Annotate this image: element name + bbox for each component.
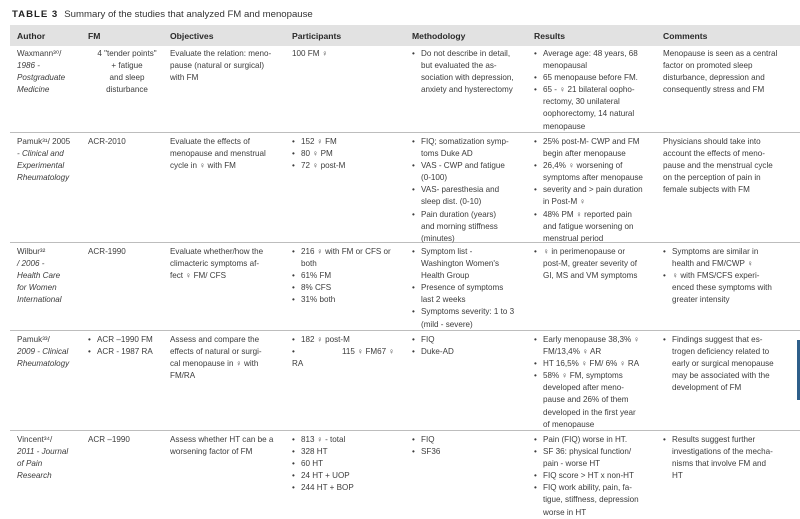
methodology-cell: [412, 334, 530, 358]
cell-line: • 61% FM: [301, 271, 332, 281]
cell-line: • ♀ in perimenopause or: [543, 247, 626, 256]
row-divider: [10, 430, 800, 431]
participants-cell: [292, 434, 408, 494]
cell-line: • 813 ♀ - total: [301, 435, 346, 444]
comments-cell: [663, 48, 800, 96]
header-comments: Comments: [663, 31, 708, 41]
cell-line: effects of natural or surgi-: [170, 347, 262, 357]
participants-cell: [292, 136, 408, 172]
bullet-item: [292, 270, 408, 282]
bullet-item: [88, 346, 166, 358]
cell-line: GI, MS and VM symptoms: [543, 271, 638, 281]
results-cell: [534, 48, 659, 133]
results-cell: [534, 246, 659, 282]
cell-line: • 216 ♀ with FM or CFS or: [301, 247, 391, 256]
bullet-list: [412, 246, 530, 331]
cell-line: International: [17, 295, 62, 305]
cell-line: Experimental: [17, 161, 65, 171]
cell-line: • Duke-AD: [421, 347, 454, 357]
cell-line: Pamuk³¹/ 2005: [17, 137, 71, 146]
bullet-item: [412, 48, 530, 96]
cell-line: • ACR - 1987 RA: [97, 347, 153, 357]
cell-line: • 48% PM ♀ reported pain: [543, 209, 632, 219]
author-cell: [17, 48, 85, 96]
cell-line: • 58% ♀ FM, symptoms: [543, 371, 623, 381]
header-results: Results: [534, 31, 566, 41]
bullet-list: [412, 48, 530, 96]
bullet-item: [292, 346, 408, 358]
cell-line: • FIQ: [421, 435, 435, 444]
bullet-item: [412, 160, 530, 184]
bullet-list: [534, 246, 659, 282]
cell-line: • ♀ with FMS/CFS experi-: [672, 271, 760, 281]
cell-line: Evaluate the relation: meno-: [170, 49, 272, 58]
methodology-cell: [412, 434, 530, 458]
bullet-item: [412, 246, 530, 282]
cell-line: menopause and menstrual: [170, 149, 266, 159]
bullet-item: [534, 334, 659, 358]
cell-line: • Symptoms severity: 1 to 3: [421, 307, 515, 317]
participants-cell: [292, 48, 408, 60]
cell-line: anxiety and hysterectomy: [421, 85, 513, 95]
cell-line: • Symptom list -: [421, 247, 473, 256]
cell-line: • SF 36: physical function/: [543, 447, 632, 457]
cell-line: Health Care: [17, 271, 61, 281]
bullet-item: [292, 136, 408, 148]
bullet-list: [292, 334, 408, 358]
cell-line: developed after meno-: [543, 383, 624, 393]
cell-line: disturbance, depression and: [663, 73, 765, 83]
cell-line: on the perception of pain in: [663, 173, 761, 183]
table-label: TABLE 3: [12, 9, 59, 20]
cell-line: Rheumatology: [17, 173, 70, 183]
bullet-item: [534, 84, 659, 132]
cell-line: • Early menopause 38,3% ♀: [543, 335, 640, 344]
bullet-item: [534, 370, 659, 430]
cell-line: cycle in ♀ with FM: [170, 161, 236, 171]
cell-line: Health Group: [421, 271, 470, 281]
cell-line: Menopause is seen as a central: [663, 49, 778, 58]
cell-line: pause and 26% of them: [543, 395, 629, 405]
cell-line: Vincent³⁴/: [17, 435, 53, 444]
cell-line: and morning stiffness: [421, 221, 498, 231]
cell-line: • FIQ score > HT x non-HT: [543, 471, 634, 481]
bullet-list: [412, 136, 530, 245]
bullet-item: [412, 282, 530, 306]
author-cell: [17, 246, 85, 306]
cell-line: Postgraduate: [17, 73, 66, 83]
cell-line: Assess whether HT can be a: [170, 435, 274, 444]
methodology-cell: [412, 136, 530, 245]
cell-line: enced these symptoms with: [672, 283, 772, 293]
cell-line: tigue, stiffness, depression: [543, 495, 639, 505]
cell-line: 100 FM ♀: [292, 49, 328, 58]
bullet-list: [88, 334, 166, 358]
bullet-item: [412, 209, 530, 245]
bullet-item: [534, 184, 659, 208]
bullet-item: [292, 160, 408, 172]
bullet-list: [534, 48, 659, 133]
bullet-item: [292, 148, 408, 160]
bullet-item: [412, 346, 530, 358]
bullet-item: [534, 446, 659, 470]
cell-line: - Clinical and: [17, 149, 64, 159]
row-divider: [10, 132, 800, 133]
bullet-item: [88, 334, 166, 346]
cell-line: symptoms after menopause: [543, 173, 643, 183]
cell-line: • SF36: [421, 447, 441, 457]
cell-line: FM/13,4% ♀ AR: [543, 347, 602, 357]
bullet-item: [292, 246, 408, 270]
cell-line: of Pain: [17, 459, 43, 469]
cell-line: disturbance: [106, 85, 148, 95]
bullet-item: [534, 482, 659, 518]
bullet-item: [534, 136, 659, 160]
bullet-item: [412, 334, 530, 346]
comments-cell: [663, 136, 800, 196]
cell-line: menopause: [543, 121, 586, 131]
participants-cell: [292, 246, 408, 306]
cell-line: developed in the first year: [543, 407, 636, 417]
bullet-item: [412, 434, 530, 446]
cell-line: rectomy, 30 unilateral: [543, 97, 620, 107]
cell-line: • 328 HT: [301, 447, 328, 457]
header-fm: FM: [88, 31, 101, 41]
cell-line: pain - worse HT: [543, 459, 601, 469]
cell-line: • Results suggest further: [672, 435, 756, 444]
cell-line: • 80 ♀ PM: [301, 149, 333, 159]
cell-line: last 2 weeks: [421, 295, 466, 305]
cell-line: / 2006 -: [17, 259, 45, 269]
cell-line: • 25% post-M- CWP and FM: [543, 137, 640, 146]
cell-line: Wilbur³²: [17, 247, 46, 256]
fm-cell: [88, 48, 166, 96]
methodology-cell: [412, 48, 530, 96]
bullet-item: [663, 434, 800, 482]
author-cell: [17, 434, 85, 482]
cell-line: • Average age: 48 years, 68: [543, 49, 638, 58]
cell-line: Medicine: [17, 85, 50, 95]
bullet-list: [534, 334, 659, 431]
cell-line: • 60 HT: [301, 459, 324, 469]
cell-line: Waxmann³⁰/: [17, 49, 62, 58]
bullet-list: [292, 136, 408, 172]
participants-cell: [292, 334, 408, 370]
cell-line: • VAS- paresthesia and: [421, 185, 500, 195]
bullet-item: [412, 136, 530, 160]
cell-line: development of FM: [672, 383, 742, 393]
table-caption: [12, 9, 313, 20]
cell-line: • 244 HT + BOP: [301, 483, 354, 493]
cell-line: post-M, greater severity of: [543, 259, 638, 269]
cell-line: (mild - severe): [421, 319, 473, 329]
cell-line: 2009 - Clinical: [17, 347, 69, 357]
row-divider: [10, 330, 800, 331]
cell-line: RA: [292, 359, 304, 369]
cell-line: HT: [672, 471, 683, 481]
cell-line: + fatigue: [111, 61, 143, 71]
bullet-item: [663, 334, 800, 394]
cell-line: early or surgical menopause: [672, 359, 774, 369]
cell-line: fect ♀ FM/ CFS: [170, 271, 226, 281]
bullet-item: [534, 358, 659, 370]
cell-line: • Presence of symptoms: [421, 283, 504, 293]
bullet-item: [292, 446, 408, 458]
cell-line: • 65 menopause before FM.: [543, 73, 638, 83]
cell-line: trogen deficiency related to: [672, 347, 770, 357]
cell-line: • FIQ work ability, pain, fa-: [543, 483, 632, 493]
results-cell: [534, 334, 659, 431]
cell-line: greater intensity: [672, 295, 730, 305]
cell-line: • 24 HT + UOP: [301, 471, 350, 481]
cell-line: FM/RA: [170, 371, 196, 381]
row-divider: [10, 242, 800, 243]
cell-line: 4 "tender points": [97, 49, 157, 58]
cell-line: menopausal: [543, 61, 588, 71]
cell-line: Rheumatology: [17, 359, 70, 369]
cell-line: and sleep: [109, 73, 145, 83]
cell-line: • FIQ: [421, 335, 435, 344]
cell-line: Research: [17, 471, 52, 481]
comments-cell: [663, 434, 800, 482]
cell-line: • Pain duration (years): [421, 209, 497, 219]
comments-cell: [663, 246, 800, 306]
comments-cell: [663, 334, 800, 394]
cell-line: pause and the menstrual cycle: [663, 161, 773, 171]
bullet-item: [534, 160, 659, 184]
cell-line: (0-100): [421, 173, 448, 183]
bullet-list: [412, 334, 530, 358]
bullet-item: [534, 470, 659, 482]
objectives-cell: [170, 434, 288, 458]
cell-line: 2011 - Journal: [17, 447, 69, 457]
bullet-item: [663, 246, 800, 270]
cell-line: • 115 ♀ FM67 ♀: [342, 347, 395, 357]
cell-line: with FM: [170, 73, 199, 83]
header-participants: Participants: [292, 31, 342, 41]
cell-line: worse in HT: [543, 507, 587, 517]
cell-line: • VAS - CWP and fatigue: [421, 161, 505, 171]
cell-line: toms Duke AD: [421, 149, 473, 159]
cell-line: • Do not describe in detail,: [421, 49, 511, 58]
cell-line: • 31% both: [301, 295, 336, 305]
cell-line: menstrual period: [543, 233, 604, 243]
cell-line: Assess and compare the: [170, 335, 260, 344]
cell-line: both: [301, 259, 317, 269]
cell-line: • ACR –1990 FM: [97, 335, 153, 344]
bullet-item: [534, 72, 659, 84]
bullet-list: [663, 246, 800, 306]
cell-line: factor on promoted sleep: [663, 61, 753, 71]
fm-cell: [88, 334, 166, 358]
bullet-item: [292, 294, 408, 306]
objectives-cell: [170, 246, 288, 282]
fm-cell: [88, 434, 166, 446]
cell-line: pause (natural or surgical): [170, 61, 265, 71]
bullet-item: [292, 434, 408, 446]
objectives-cell: [170, 334, 288, 382]
fm-cell: [88, 246, 166, 258]
objectives-cell: [170, 136, 288, 172]
methodology-cell: [412, 246, 530, 331]
cell-line: 1986 -: [17, 61, 40, 71]
cell-line: • FIQ; somatization symp-: [421, 137, 509, 146]
cell-line: nisms that involve FM and: [672, 459, 767, 469]
header-author: Author: [17, 31, 46, 41]
cell-line: oophorectomy, 14 natural: [543, 109, 635, 119]
cell-line: consequently stress and FM: [663, 85, 765, 95]
bullet-list: [663, 434, 800, 482]
cell-line: worsening factor of FM: [170, 447, 253, 457]
cell-line: • 182 ♀ post-M: [301, 335, 350, 344]
bullet-list: [292, 434, 408, 494]
cell-line: health and FM/CWP ♀: [672, 259, 754, 269]
cell-line: Physicians should take into: [663, 137, 761, 146]
cell-line: • 26,4% ♀ worsening of: [543, 161, 623, 171]
cell-line: (minutes): [421, 233, 455, 243]
bullet-list: [663, 334, 800, 394]
results-cell: [534, 136, 659, 245]
cell-line: sociation with depression,: [421, 73, 514, 83]
bullet-item: [663, 270, 800, 306]
bullet-item: [534, 246, 659, 282]
results-cell: [534, 434, 659, 519]
cell-line: Evaluate whether/how the: [170, 247, 264, 256]
cell-line: investigations of the mecha-: [672, 447, 773, 457]
cell-line: account the effects of meno-: [663, 149, 765, 159]
cell-line: ACR-1990: [88, 247, 126, 256]
header-objectives: Objectives: [170, 31, 214, 41]
cell-line: ACR-2010: [88, 137, 126, 146]
bullet-item: [534, 209, 659, 245]
cell-line: Pamuk³³/: [17, 335, 50, 344]
bullet-item: [292, 282, 408, 294]
author-cell: [17, 334, 85, 370]
cell-line: • Symptoms are similar in: [672, 247, 759, 256]
cell-line: • 72 ♀ post-M: [301, 161, 346, 171]
cell-line: in Post-M ♀: [543, 197, 586, 207]
cell-line: of menopause: [543, 419, 595, 429]
cell-line: begin after menopause: [543, 149, 626, 159]
cell-line: Washington Women's: [421, 259, 500, 269]
author-cell: [17, 136, 85, 184]
table-title: Summary of the studies that analyzed FM and menopause: [64, 9, 313, 20]
bullet-list: [412, 434, 530, 458]
cell-line: climacteric symptoms af-: [170, 259, 260, 269]
bullet-item: [412, 306, 530, 330]
cell-line: sleep dist. (0-10): [421, 197, 482, 207]
objectives-cell: [170, 48, 288, 84]
cell-line: • severity and > pain duration: [543, 185, 643, 195]
cell-line: and fatigue worsening on: [543, 221, 634, 231]
cell-line: for Women: [17, 283, 57, 293]
cell-line: may be associated with the: [672, 371, 770, 381]
bullet-list: [534, 434, 659, 519]
bullet-list: [534, 136, 659, 245]
cell-line: female subjects with FM: [663, 185, 750, 195]
cell-line: cal menopause in ♀ with: [170, 359, 259, 369]
bullet-item: [412, 446, 530, 458]
bullet-item: [534, 48, 659, 72]
cell-line: ACR –1990: [88, 435, 130, 444]
cell-line: • Findings suggest that es-: [672, 335, 763, 344]
fm-cell: [88, 136, 166, 148]
bullet-item: [534, 434, 659, 446]
cell-line: • Pain (FIQ) worse in HT.: [543, 435, 628, 444]
cell-line: • 65 - ♀ 21 bilateral oopho-: [543, 85, 635, 95]
cell-line: • HT 16,5% ♀ FM/ 6% ♀ RA: [543, 359, 640, 369]
bullet-item: [292, 334, 408, 346]
bullet-item: [292, 482, 408, 494]
cell-line: • 152 ♀ FM: [301, 137, 337, 146]
cell-line: • 8% CFS: [301, 283, 332, 293]
cell-line: but evaluated the as-: [421, 61, 497, 71]
bullet-item: [292, 470, 408, 482]
bullet-item: [412, 184, 530, 208]
bullet-list: [292, 246, 408, 306]
cell-line: Evaluate the effects of: [170, 137, 250, 146]
bullet-item: [292, 458, 408, 470]
header-methodology: Methodology: [412, 31, 466, 41]
